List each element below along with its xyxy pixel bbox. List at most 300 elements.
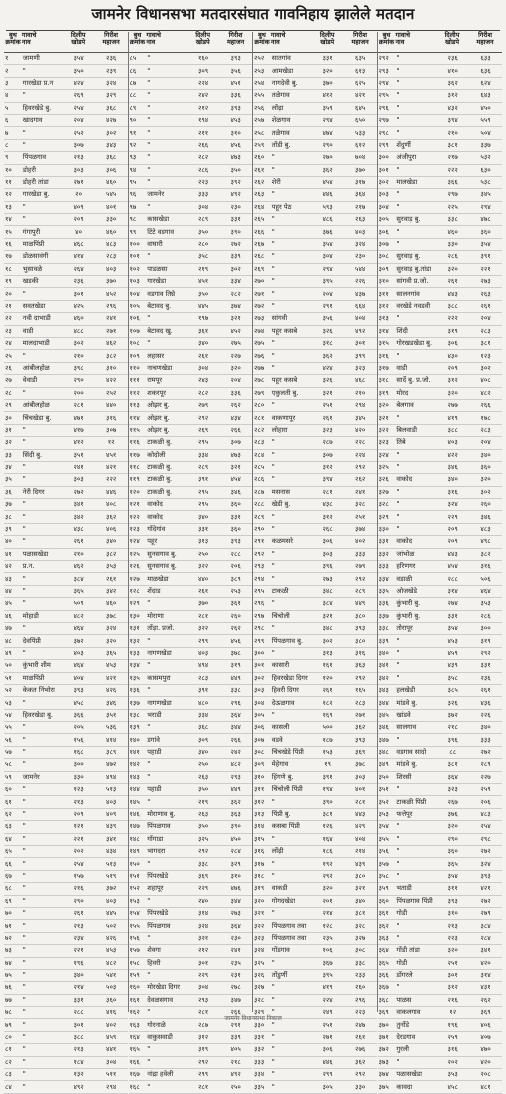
votes-candidate-1: ३२४	[447, 500, 458, 509]
votes-candidate-1: २९२	[197, 1057, 209, 1066]
votes-candidate-1: २७१	[73, 178, 84, 187]
village-name: लहासर	[147, 351, 165, 360]
votes-candidate-1: २८१	[197, 611, 209, 620]
table-row	[378, 846, 503, 858]
votes-candidate-2: ३१९	[480, 636, 491, 645]
votes-candidate-1: ३९१	[322, 772, 333, 781]
table-row	[378, 573, 503, 585]
table-column-block	[378, 31, 503, 1091]
votes-candidate-1: २९५	[197, 500, 209, 509]
booth-number: ५२	[5, 686, 12, 695]
votes-candidate-2: ३४०	[106, 537, 117, 546]
table-row	[378, 933, 503, 945]
booth-number: ६२	[5, 810, 12, 819]
village-name: चिंचखेडा बु.	[22, 413, 52, 422]
table-row	[4, 573, 128, 585]
village-name: बिलवाडी	[396, 425, 417, 434]
village-name: देऊळगाव	[271, 698, 295, 707]
booth-number: ३५६	[378, 847, 389, 856]
votes-candidate-1: ३१२	[447, 983, 458, 992]
votes-candidate-1: २४९	[322, 1008, 333, 1017]
village-name: "	[22, 847, 26, 856]
votes-candidate-2: २७२	[480, 896, 491, 905]
votes-candidate-1: ३५०	[197, 227, 209, 236]
booth-number: १११	[129, 376, 140, 385]
votes-candidate-2: ३६०	[230, 500, 241, 509]
village-name: "	[271, 710, 275, 719]
village-name: तोंडी बु.	[271, 140, 291, 149]
village-name: "	[22, 909, 26, 918]
booth-number: ३१६	[378, 351, 389, 360]
table-row	[129, 1069, 253, 1081]
votes-candidate-1: २६९	[197, 425, 209, 434]
village-name: वेवाडी	[22, 376, 38, 385]
votes-candidate-2: ३०२	[480, 363, 491, 372]
table-row	[129, 499, 253, 511]
table-row	[4, 214, 128, 226]
votes-candidate-2: ३७०	[355, 165, 366, 174]
booth-number: ३४८	[378, 748, 389, 757]
booth-number: २७७	[254, 363, 265, 372]
votes-candidate-2: ४५३	[230, 116, 241, 125]
votes-candidate-2: ३१०	[106, 363, 117, 372]
booth-number: ३०८	[254, 748, 265, 757]
village-name: "	[22, 698, 26, 707]
votes-candidate-1: ३२१	[197, 933, 209, 942]
table-row	[378, 53, 503, 65]
table-row	[129, 858, 253, 870]
village-name: हिवरी दिगर	[271, 686, 299, 695]
village-name: "	[147, 153, 151, 162]
booth-number: २९३	[378, 66, 389, 75]
booth-number: ३१	[5, 425, 12, 434]
village-name: "	[147, 686, 151, 695]
booth-number: ३३१	[254, 1033, 265, 1042]
booth-number: ५१	[5, 673, 12, 682]
votes-candidate-1: ३४६	[447, 463, 458, 472]
table-row	[253, 115, 377, 127]
village-name: "	[22, 785, 26, 794]
village-name: गोरखडखेडा बु.	[396, 339, 433, 348]
votes-candidate-1: ३२०	[447, 946, 458, 955]
table-row	[129, 536, 253, 548]
village-name: "	[22, 91, 26, 100]
table-row	[129, 1057, 253, 1069]
booth-number: ३३६	[378, 599, 389, 608]
votes-candidate-2: २३३	[355, 971, 366, 980]
booth-number: ३६३	[378, 933, 389, 942]
votes-candidate-2: ४०६	[106, 525, 117, 534]
village-name: "	[22, 128, 26, 137]
village-name: पिंपळगाव	[147, 822, 171, 831]
village-name: कासखेडा	[147, 215, 170, 224]
votes-candidate-1: ३१६	[447, 1045, 458, 1054]
booth-number: १६३	[129, 1020, 140, 1029]
village-name: सालगाव	[396, 723, 417, 732]
booth-number: ३४	[5, 463, 12, 472]
village-name: "	[271, 277, 275, 286]
votes-candidate-1: २६८	[322, 525, 333, 534]
votes-candidate-2: २७५	[230, 339, 241, 348]
booth-number: ३७५	[378, 1082, 389, 1091]
votes-candidate-1: ३२२	[197, 562, 209, 571]
booth-number: २५६	[254, 103, 265, 112]
table-row	[378, 747, 503, 759]
votes-candidate-2: २६१	[355, 1033, 366, 1042]
village-name: गोंगाडा	[147, 834, 164, 843]
booth-number: १५	[5, 227, 12, 236]
votes-candidate-2: ६६४	[355, 302, 366, 310]
votes-candidate-1: २६७	[447, 797, 458, 806]
village-name: मसनास	[271, 487, 291, 496]
booth-number: १६	[5, 240, 12, 249]
table-row	[4, 697, 128, 709]
village-name: देवपिंप्री	[22, 636, 41, 645]
votes-candidate-1: ३०४	[197, 202, 209, 211]
votes-candidate-2: २६०	[480, 500, 491, 509]
votes-candidate-1: २२४	[322, 995, 333, 1004]
village-name: पहाडी	[147, 748, 162, 757]
votes-candidate-2: २७२	[480, 847, 491, 856]
votes-candidate-1: २८७	[322, 438, 333, 447]
village-name: "	[271, 909, 275, 918]
village-name: गोंडगाव	[271, 946, 290, 955]
header-candidate-1: दिलीप खोडपे	[444, 31, 460, 46]
votes-candidate-1: २०२	[73, 847, 84, 856]
village-name: आंबीलहोळ	[22, 401, 50, 410]
booth-number: १३४	[129, 661, 140, 670]
booth-number: ३६७	[378, 983, 389, 992]
votes-candidate-1: १९४	[197, 116, 209, 125]
votes-candidate-1: ३१२	[197, 1033, 209, 1042]
village-name: "	[22, 289, 26, 298]
votes-candidate-1: ४२५	[73, 302, 84, 310]
table-row	[129, 152, 253, 164]
village-name: "	[271, 1020, 275, 1029]
votes-candidate-1: ३३८	[447, 215, 458, 224]
votes-candidate-2: ६३३	[480, 54, 491, 63]
table-row	[129, 673, 253, 685]
booth-number: ८०	[5, 1033, 12, 1042]
votes-candidate-2: ३१४	[480, 971, 491, 980]
table-row	[253, 511, 377, 523]
votes-candidate-1: २३६	[73, 277, 84, 286]
votes-candidate-1: १९२	[322, 859, 333, 868]
votes-candidate-2: २५९	[480, 785, 491, 794]
votes-candidate-2: ३८४	[480, 921, 491, 930]
table-row	[4, 549, 128, 561]
booth-number: ७३	[5, 946, 12, 955]
table-row	[4, 611, 128, 623]
village-name: "	[271, 1070, 275, 1079]
votes-candidate-2: ३८९	[230, 574, 241, 583]
votes-candidate-1: ३०७	[73, 140, 84, 149]
booth-number: ४२	[5, 562, 12, 571]
booth-number: १३	[5, 202, 12, 211]
village-name: "	[147, 91, 151, 100]
booth-number: ३४२	[378, 673, 389, 682]
table-row	[378, 536, 503, 548]
votes-candidate-2: २१७	[355, 202, 366, 211]
votes-candidate-1: २१४	[73, 983, 84, 992]
votes-candidate-2: ५४१	[106, 971, 117, 980]
votes-candidate-1: ३१३	[197, 537, 209, 546]
votes-candidate-1: १२०	[322, 673, 333, 682]
village-name: खेडी बु.	[271, 500, 291, 509]
votes-candidate-2: ३२१	[355, 884, 366, 893]
votes-candidate-1: ३०६	[322, 1045, 333, 1054]
village-name: "	[147, 760, 151, 769]
votes-candidate-2: २४१	[106, 314, 117, 323]
votes-candidate-1: ३५०	[197, 289, 209, 298]
votes-candidate-1: २२३	[447, 933, 458, 942]
village-name: लोंढ़ा	[271, 103, 284, 112]
village-name: "	[396, 202, 400, 211]
booth-number: १५६	[129, 933, 140, 942]
table-row	[129, 412, 253, 424]
votes-candidate-2: ७०४	[355, 153, 366, 162]
votes-candidate-1: ४४५	[197, 302, 209, 310]
table-row	[378, 1044, 503, 1056]
table-row	[4, 536, 128, 548]
votes-candidate-1: २९५	[197, 487, 209, 496]
table-row	[4, 1069, 128, 1081]
footer-caption: जामनेर विधानसभा निकाल	[224, 1015, 282, 1022]
village-name: सालनगांव	[396, 289, 420, 298]
votes-candidate-2: ५१३	[106, 785, 117, 794]
booth-number: ३०२	[378, 178, 389, 187]
votes-candidate-2: २४१	[355, 487, 366, 496]
table-row	[253, 673, 377, 685]
votes-candidate-2: ३५६	[230, 66, 241, 75]
booth-number: ३१२	[378, 302, 389, 310]
votes-candidate-2: ४३७	[355, 289, 366, 298]
booth-number: ९८	[129, 215, 137, 224]
table-row	[253, 301, 377, 313]
votes-candidate-2: २२४	[355, 450, 366, 459]
votes-candidate-1: १५३	[322, 748, 333, 757]
votes-candidate-1: २२९	[197, 971, 209, 980]
votes-candidate-1: ४३०	[447, 351, 458, 360]
header-village: गावाचे नाव	[270, 31, 286, 46]
votes-candidate-1: १५७	[73, 871, 84, 880]
village-name: "	[22, 624, 26, 633]
votes-candidate-2: ३६३	[355, 661, 366, 670]
votes-candidate-1: ४८८	[73, 326, 84, 335]
village-name: मांडवे बु.	[396, 698, 418, 707]
table-row	[4, 264, 128, 276]
votes-candidate-1: २०९	[73, 215, 84, 224]
booth-number: ३३४	[378, 574, 389, 583]
votes-candidate-2: ४६२	[106, 339, 117, 348]
booth-number: ६७	[5, 871, 12, 880]
village-name: "	[396, 983, 400, 992]
votes-candidate-2: ३१०	[230, 128, 241, 137]
votes-candidate-1: ४६४	[73, 661, 84, 670]
booth-number: २३	[5, 326, 12, 335]
votes-candidate-2: ४२७	[106, 116, 117, 125]
votes-candidate-1: ३१४	[197, 909, 209, 918]
votes-candidate-1: २१३	[73, 797, 84, 806]
votes-candidate-1: ४२२	[447, 450, 458, 459]
table-row	[4, 945, 128, 957]
booth-number: ८	[5, 140, 9, 149]
header-candidate-1: दिलीप खोडपे	[319, 31, 335, 46]
table-row	[378, 350, 503, 362]
table-row	[253, 1032, 377, 1044]
votes-candidate-1: २८८	[447, 574, 458, 583]
votes-candidate-1: ३०३	[73, 165, 84, 174]
votes-candidate-2: २८३	[480, 326, 491, 335]
village-name: "	[22, 834, 26, 843]
votes-candidate-2: २८९	[480, 760, 491, 769]
table-row	[4, 1032, 128, 1044]
booth-number: २९२	[378, 54, 389, 63]
table-row	[253, 462, 377, 474]
votes-candidate-2: ३०६	[106, 165, 117, 174]
table-row	[4, 462, 128, 474]
village-name: "	[147, 339, 151, 348]
table-row	[378, 772, 503, 784]
booth-number: २७१	[254, 289, 265, 298]
village-name: कळमसरे	[271, 537, 293, 546]
table-row	[378, 598, 503, 610]
table-row	[4, 350, 128, 362]
table-row	[4, 53, 128, 65]
votes-candidate-2: ३४४	[230, 723, 241, 732]
booth-number: २०	[5, 289, 12, 298]
votes-candidate-2: ३४१	[106, 834, 117, 843]
village-name: जांभोळ	[396, 549, 415, 558]
table-row	[253, 474, 377, 486]
votes-candidate-2: ३६२	[355, 723, 366, 732]
votes-candidate-1: ५९३	[322, 202, 333, 211]
table-row	[253, 288, 377, 300]
booth-number: २७०	[254, 277, 265, 286]
votes-candidate-2: ४२६	[106, 933, 117, 942]
table-row	[253, 1057, 377, 1069]
votes-candidate-1: ४७१	[73, 413, 84, 422]
village-name: जामणी	[22, 54, 40, 63]
votes-candidate-1: ४०३	[447, 438, 458, 447]
village-name: तुर्नोडे	[396, 1020, 410, 1029]
table-row	[253, 697, 377, 709]
votes-candidate-2: ३९०	[230, 227, 241, 236]
booth-number: २७४	[254, 326, 265, 335]
votes-candidate-2: २३५	[230, 958, 241, 967]
header-candidate-2: गिरीश महाजन	[226, 31, 245, 46]
village-name: माळपिंप्री	[22, 673, 45, 682]
votes-candidate-2: ३२४	[355, 240, 366, 249]
table-row	[378, 524, 503, 536]
booth-number: २७६	[254, 351, 265, 360]
votes-candidate-1: ३३१	[197, 525, 209, 534]
booth-number: ९२	[129, 140, 137, 149]
votes-candidate-2: ४५०	[230, 834, 241, 843]
table-row	[129, 821, 253, 833]
votes-candidate-2: ४२६	[106, 686, 117, 695]
table-row	[253, 598, 377, 610]
table-row	[253, 933, 377, 945]
table-row	[4, 1081, 128, 1093]
table-row	[253, 772, 377, 784]
village-name: हिंगणे बु.	[271, 772, 294, 781]
booth-number: ३२३	[254, 933, 265, 942]
village-name: "	[271, 859, 275, 868]
votes-candidate-2: ४२०	[480, 1057, 491, 1066]
booth-number: १०३	[129, 277, 140, 286]
booth-number: ४८	[5, 636, 12, 645]
votes-candidate-2: ३२७	[355, 933, 366, 942]
village-name: वाकणापूर	[271, 413, 296, 422]
votes-candidate-1: ३०४	[197, 363, 209, 372]
booth-number: ८६	[129, 66, 137, 75]
votes-candidate-1: २५०	[197, 760, 209, 769]
village-name: "	[147, 178, 151, 187]
table-row	[378, 858, 503, 870]
votes-candidate-1: ५००	[322, 723, 333, 732]
booth-number: ३७	[5, 500, 12, 509]
village-name: सुरवाड़ बु.तांडा	[396, 264, 432, 273]
table-row	[378, 809, 503, 821]
village-name: "	[22, 525, 26, 534]
booth-number: ७७	[5, 995, 12, 1004]
table-row	[129, 487, 253, 499]
booth-number: ३३४	[254, 1070, 265, 1079]
village-name: चिंचखेडे पिंप्री	[271, 748, 304, 757]
village-name: "	[271, 264, 275, 273]
votes-candidate-2: ३२९	[106, 91, 117, 100]
village-name: मालदाभाडी	[22, 339, 50, 348]
table-row	[4, 437, 128, 449]
booth-number: २८२	[254, 425, 265, 434]
votes-candidate-1: ३५९	[322, 103, 333, 112]
table-row	[378, 561, 503, 573]
village-name: टाकळी पिंप्री	[396, 797, 427, 806]
booth-number: ३२८	[254, 995, 265, 1004]
votes-candidate-2: ३६२	[230, 797, 241, 806]
booth-number: १४१	[129, 748, 140, 757]
booth-number: ३१४	[254, 822, 265, 831]
votes-candidate-1: २१३	[447, 921, 458, 930]
table-row	[253, 648, 377, 660]
village-name: गोंडी तांडा	[396, 946, 420, 955]
votes-candidate-2: ३१६	[355, 648, 366, 657]
table-row	[129, 313, 253, 325]
village-name: डोहरी	[22, 165, 36, 174]
table-row	[4, 313, 128, 325]
village-name: पहूर कसबे	[271, 376, 298, 385]
booth-number: ३६१	[378, 909, 389, 918]
village-name: खादगाव	[22, 116, 43, 125]
village-name: "	[396, 921, 400, 930]
village-name: "	[22, 971, 26, 980]
votes-candidate-1: २९०	[447, 834, 458, 843]
votes-candidate-2: ४६०	[106, 178, 117, 187]
booth-number: ३४७	[378, 735, 389, 744]
village-name: "	[271, 339, 275, 348]
votes-candidate-2: २०८	[480, 1070, 491, 1079]
votes-candidate-2: २४१	[230, 946, 241, 955]
votes-candidate-2: ४६४	[480, 586, 491, 595]
votes-candidate-1: १९४	[322, 785, 333, 794]
votes-candidate-2: ३८२	[106, 549, 117, 558]
table-row	[378, 338, 503, 350]
votes-candidate-1: ३८४	[322, 599, 333, 608]
table-row	[129, 561, 253, 573]
booth-number: १२२	[129, 512, 140, 521]
votes-candidate-2: ४४९	[355, 599, 366, 608]
